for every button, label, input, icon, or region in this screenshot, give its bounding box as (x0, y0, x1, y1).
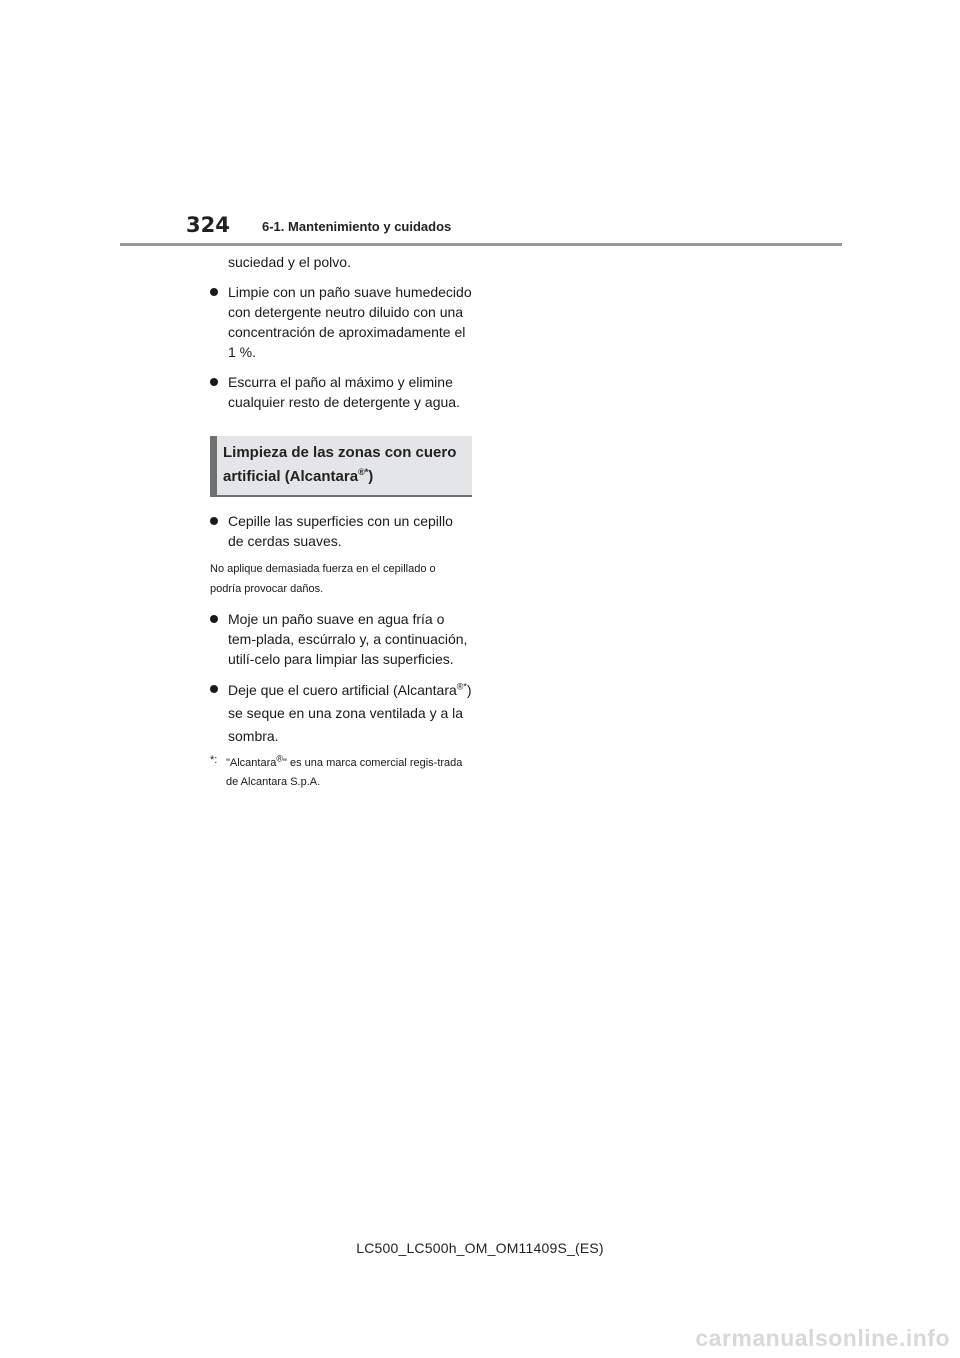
bullet-text: Deje que el cuero artificial (Alcantara (228, 682, 457, 698)
note-text: No aplique demasiada fuerza en el cepillado o podría provocar daños. (210, 563, 436, 595)
bullet-text: Limpie con un paño suave humedecido con detergente neutro diluido con una concentración de aproximadamente el 1 %. (228, 284, 472, 360)
bullet-dot-icon (210, 378, 218, 386)
bullet-dot-icon (210, 288, 218, 296)
footnote (210, 754, 472, 792)
page-header (0, 0, 960, 250)
bullet-sup: ®* (456, 681, 467, 692)
bullet-dot-icon (210, 685, 218, 693)
footnote-sup: ® (276, 753, 284, 764)
subheading-box (210, 436, 472, 497)
subheading-close: ) (368, 468, 374, 485)
bullet-text-end: ) se seque en una zona ventilada y a la sombra. (228, 682, 472, 744)
bullet-text: Cepille las superficies con un cepillo de cerdas suaves. (228, 513, 453, 549)
header-divider (120, 243, 842, 246)
bullet-item (210, 609, 472, 669)
subheading-text: Limpieza de las zonas con cuero artificial (Alcantara (223, 444, 457, 485)
bullet-item (210, 282, 472, 362)
footnote-marker: *: (210, 754, 218, 766)
bullet-dot-icon (210, 615, 218, 623)
bullet-item (210, 511, 472, 551)
bullet-dot-icon (210, 517, 218, 525)
watermark-logo: carmanualsonline.info (695, 1325, 950, 1351)
bullet-item (210, 372, 472, 412)
bullet-text: Escurra el paño al máximo y elimine cualquier resto de detergente y agua. (228, 374, 460, 410)
document-code: LC500_LC500h_OM_OM11409S_(ES) (356, 1240, 604, 1256)
section-title: 6-1. Mantenimiento y cuidados (262, 219, 452, 234)
footnote-text-end: " es una marca comercial regis-trada de Alcantara S.p.A. (226, 757, 463, 788)
page-number: 324 (186, 213, 230, 237)
bullet-item (210, 679, 472, 748)
subheading-sup: ®* (358, 467, 369, 477)
content-column (210, 252, 472, 792)
continuation-text: suciedad y el polvo. (228, 254, 351, 270)
footnote-text: "Alcantara (226, 757, 277, 769)
bullet-text: Moje un paño suave en agua fría o tem-plada, escúrralo y, a continuación, utilí-celo para limpiar las superficies. (228, 611, 468, 667)
